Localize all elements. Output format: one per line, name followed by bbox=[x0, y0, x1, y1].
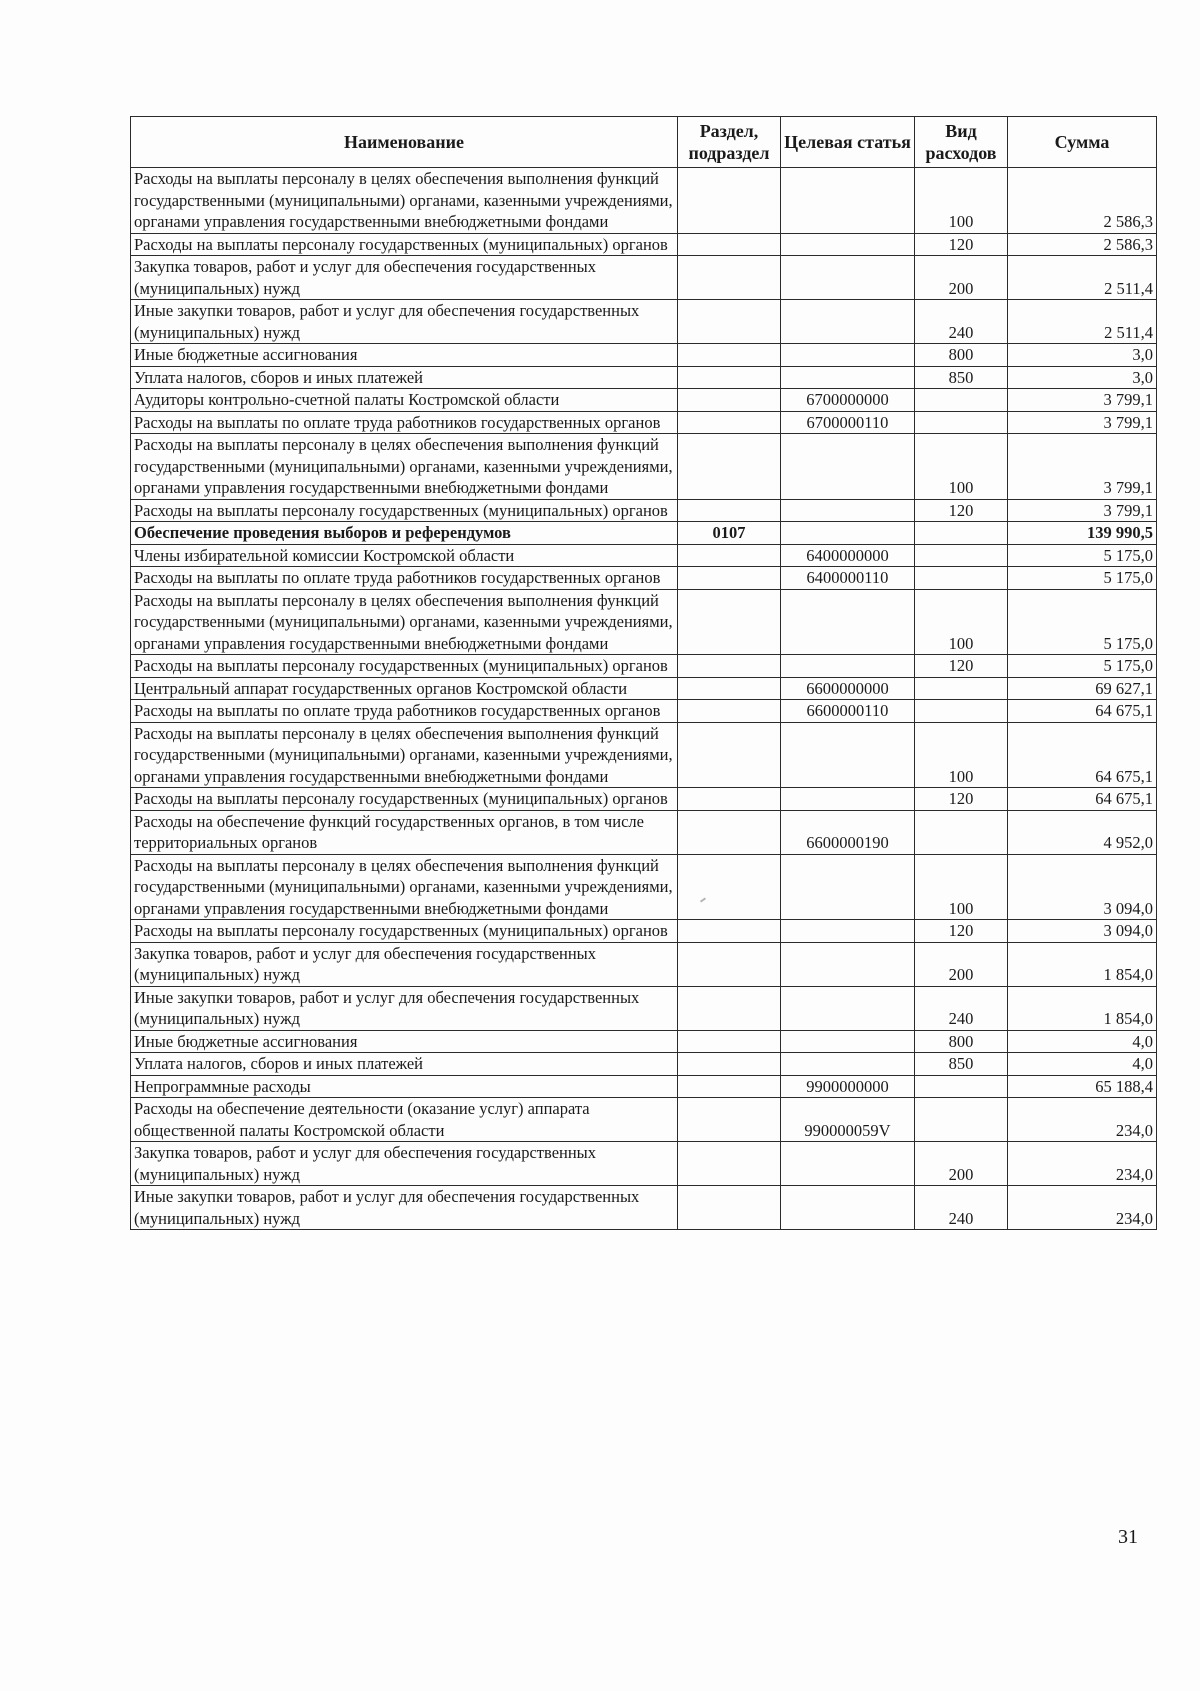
table-row bbox=[131, 389, 1157, 412]
table-row bbox=[131, 366, 1157, 389]
cell-section bbox=[678, 499, 781, 522]
cell-sum: 65 188,4 bbox=[1008, 1075, 1157, 1098]
cell-expense-type: 100 bbox=[915, 434, 1008, 500]
table-row bbox=[131, 499, 1157, 522]
cell-name: Уплата налогов, сборов и иных платежей bbox=[131, 366, 678, 389]
cell-section bbox=[678, 942, 781, 986]
cell-sum: 3 799,1 bbox=[1008, 389, 1157, 412]
cell-section bbox=[678, 677, 781, 700]
cell-expense-type: 240 bbox=[915, 1186, 1008, 1230]
cell-target bbox=[781, 344, 915, 367]
cell-expense-type: 800 bbox=[915, 1030, 1008, 1053]
table-row bbox=[131, 344, 1157, 367]
cell-name: Расходы на выплаты персоналу в целях обеспечения выполнения функций государственными (муниципальными) органами, казенными учреждениями, органами управления государственными внебюджетными фондами bbox=[131, 168, 678, 234]
cell-section bbox=[678, 256, 781, 300]
cell-name: Расходы на выплаты по оплате труда работников государственных органов bbox=[131, 411, 678, 434]
cell-section bbox=[678, 722, 781, 788]
cell-sum: 234,0 bbox=[1008, 1186, 1157, 1230]
page-number: 31 bbox=[1118, 1526, 1138, 1548]
cell-target bbox=[781, 920, 915, 943]
cell-expense-type bbox=[915, 567, 1008, 590]
cell-target bbox=[781, 1142, 915, 1186]
cell-target: 6600000190 bbox=[781, 810, 915, 854]
table-row bbox=[131, 1186, 1157, 1230]
cell-target: 990000059V bbox=[781, 1098, 915, 1142]
cell-sum: 3 799,1 bbox=[1008, 411, 1157, 434]
cell-name: Уплата налогов, сборов и иных платежей bbox=[131, 1053, 678, 1076]
cell-expense-type bbox=[915, 411, 1008, 434]
cell-name: Расходы на выплаты персоналу государственных (муниципальных) органов bbox=[131, 233, 678, 256]
cell-expense-type bbox=[915, 389, 1008, 412]
cell-target bbox=[781, 986, 915, 1030]
cell-sum: 5 175,0 bbox=[1008, 589, 1157, 655]
cell-target: 6600000000 bbox=[781, 677, 915, 700]
cell-expense-type: 120 bbox=[915, 499, 1008, 522]
cell-section bbox=[678, 986, 781, 1030]
cell-expense-type bbox=[915, 522, 1008, 545]
cell-target bbox=[781, 788, 915, 811]
cell-sum: 4,0 bbox=[1008, 1030, 1157, 1053]
cell-name: Иные закупки товаров, работ и услуг для обеспечения государственных (муниципальных) нужд bbox=[131, 1186, 678, 1230]
cell-expense-type bbox=[915, 1098, 1008, 1142]
table-row bbox=[131, 233, 1157, 256]
header-name: Наименование bbox=[131, 117, 678, 168]
cell-name: Центральный аппарат государственных органов Костромской области bbox=[131, 677, 678, 700]
table-row bbox=[131, 942, 1157, 986]
cell-name: Расходы на выплаты персоналу в целях обеспечения выполнения функций государственными (муниципальными) органами, казенными учреждениями, органами управления государственными внебюджетными фондами bbox=[131, 854, 678, 920]
cell-sum: 64 675,1 bbox=[1008, 700, 1157, 723]
table-row bbox=[131, 567, 1157, 590]
cell-section bbox=[678, 1142, 781, 1186]
cell-target: 6400000110 bbox=[781, 567, 915, 590]
budget-table bbox=[130, 116, 1157, 1230]
table-row bbox=[131, 1053, 1157, 1076]
cell-name: Аудиторы контрольно-счетной палаты Костромской области bbox=[131, 389, 678, 412]
cell-sum: 2 586,3 bbox=[1008, 168, 1157, 234]
cell-section bbox=[678, 233, 781, 256]
cell-expense-type: 800 bbox=[915, 344, 1008, 367]
cell-expense-type bbox=[915, 544, 1008, 567]
cell-sum: 4,0 bbox=[1008, 1053, 1157, 1076]
cell-section bbox=[678, 1030, 781, 1053]
cell-section bbox=[678, 1053, 781, 1076]
cell-sum: 1 854,0 bbox=[1008, 942, 1157, 986]
cell-target bbox=[781, 854, 915, 920]
cell-expense-type: 240 bbox=[915, 300, 1008, 344]
cell-name: Закупка товаров, работ и услуг для обеспечения государственных (муниципальных) нужд bbox=[131, 1142, 678, 1186]
cell-section bbox=[678, 366, 781, 389]
cell-expense-type bbox=[915, 677, 1008, 700]
cell-expense-type: 100 bbox=[915, 854, 1008, 920]
cell-target: 6700000000 bbox=[781, 389, 915, 412]
cell-target bbox=[781, 233, 915, 256]
cell-expense-type: 240 bbox=[915, 986, 1008, 1030]
cell-name: Расходы на обеспечение деятельности (оказание услуг) аппарата общественной палаты Костромской области bbox=[131, 1098, 678, 1142]
cell-name: Закупка товаров, работ и услуг для обеспечения государственных (муниципальных) нужд bbox=[131, 256, 678, 300]
table-row bbox=[131, 810, 1157, 854]
cell-sum: 5 175,0 bbox=[1008, 655, 1157, 678]
cell-sum: 5 175,0 bbox=[1008, 544, 1157, 567]
cell-expense-type: 120 bbox=[915, 920, 1008, 943]
cell-target bbox=[781, 942, 915, 986]
cell-name: Обеспечение проведения выборов и референдумов bbox=[131, 522, 678, 545]
cell-target: 9900000000 bbox=[781, 1075, 915, 1098]
cell-expense-type: 100 bbox=[915, 168, 1008, 234]
cell-sum: 234,0 bbox=[1008, 1098, 1157, 1142]
header-section: Раздел, подраздел bbox=[678, 117, 781, 168]
table-row bbox=[131, 544, 1157, 567]
cell-sum: 69 627,1 bbox=[1008, 677, 1157, 700]
cell-sum: 234,0 bbox=[1008, 1142, 1157, 1186]
cell-name: Иные закупки товаров, работ и услуг для обеспечения государственных (муниципальных) нужд bbox=[131, 986, 678, 1030]
cell-target: 6600000110 bbox=[781, 700, 915, 723]
table-row bbox=[131, 1142, 1157, 1186]
cell-section bbox=[678, 920, 781, 943]
cell-section bbox=[678, 854, 781, 920]
cell-target bbox=[781, 168, 915, 234]
cell-name: Расходы на выплаты персоналу в целях обеспечения выполнения функций государственными (муниципальными) органами, казенными учреждениями, органами управления государственными внебюджетными фондами bbox=[131, 722, 678, 788]
cell-section bbox=[678, 300, 781, 344]
cell-target bbox=[781, 366, 915, 389]
cell-sum: 1 854,0 bbox=[1008, 986, 1157, 1030]
cell-expense-type bbox=[915, 1075, 1008, 1098]
cell-target bbox=[781, 1053, 915, 1076]
cell-target bbox=[781, 434, 915, 500]
cell-expense-type: 850 bbox=[915, 1053, 1008, 1076]
cell-expense-type: 200 bbox=[915, 942, 1008, 986]
cell-section bbox=[678, 411, 781, 434]
cell-name: Расходы на выплаты персоналу в целях обеспечения выполнения функций государственными (муниципальными) органами, казенными учреждениями, органами управления государственными внебюджетными фондами bbox=[131, 589, 678, 655]
table-row bbox=[131, 655, 1157, 678]
table-row bbox=[131, 722, 1157, 788]
cell-name: Расходы на выплаты персоналу государственных (муниципальных) органов bbox=[131, 788, 678, 811]
table-row bbox=[131, 677, 1157, 700]
cell-name: Расходы на обеспечение функций государственных органов, в том числе территориальных органов bbox=[131, 810, 678, 854]
cell-name: Иные бюджетные ассигнования bbox=[131, 344, 678, 367]
table-header-row bbox=[131, 117, 1157, 168]
cell-name: Расходы на выплаты по оплате труда работников государственных органов bbox=[131, 700, 678, 723]
cell-sum: 64 675,1 bbox=[1008, 788, 1157, 811]
cell-target bbox=[781, 499, 915, 522]
cell-name: Расходы на выплаты персоналу государственных (муниципальных) органов bbox=[131, 920, 678, 943]
cell-expense-type: 120 bbox=[915, 788, 1008, 811]
table-row bbox=[131, 411, 1157, 434]
cell-expense-type: 100 bbox=[915, 589, 1008, 655]
cell-name: Расходы на выплаты персоналу в целях обеспечения выполнения функций государственными (муниципальными) органами, казенными учреждениями, органами управления государственными внебюджетными фондами bbox=[131, 434, 678, 500]
cell-target bbox=[781, 300, 915, 344]
cell-expense-type: 120 bbox=[915, 233, 1008, 256]
cell-sum: 3,0 bbox=[1008, 344, 1157, 367]
cell-name: Члены избирательной комиссии Костромской области bbox=[131, 544, 678, 567]
header-type: Вид расходов bbox=[915, 117, 1008, 168]
cell-expense-type bbox=[915, 810, 1008, 854]
table-row bbox=[131, 700, 1157, 723]
cell-sum: 3 094,0 bbox=[1008, 854, 1157, 920]
cell-sum: 5 175,0 bbox=[1008, 567, 1157, 590]
cell-expense-type bbox=[915, 700, 1008, 723]
cell-expense-type: 120 bbox=[915, 655, 1008, 678]
cell-target bbox=[781, 589, 915, 655]
table-row bbox=[131, 589, 1157, 655]
cell-expense-type: 200 bbox=[915, 1142, 1008, 1186]
cell-expense-type: 200 bbox=[915, 256, 1008, 300]
cell-sum: 3 094,0 bbox=[1008, 920, 1157, 943]
cell-section bbox=[678, 788, 781, 811]
cell-name: Иные закупки товаров, работ и услуг для обеспечения государственных (муниципальных) нужд bbox=[131, 300, 678, 344]
table-row bbox=[131, 788, 1157, 811]
cell-section bbox=[678, 434, 781, 500]
table-row bbox=[131, 854, 1157, 920]
cell-sum: 2 586,3 bbox=[1008, 233, 1157, 256]
cell-section: 0107 bbox=[678, 522, 781, 545]
cell-section bbox=[678, 168, 781, 234]
cell-section bbox=[678, 589, 781, 655]
cell-section bbox=[678, 1186, 781, 1230]
cell-sum: 3,0 bbox=[1008, 366, 1157, 389]
cell-section bbox=[678, 700, 781, 723]
cell-target bbox=[781, 1186, 915, 1230]
cell-name: Расходы на выплаты персоналу государственных (муниципальных) органов bbox=[131, 655, 678, 678]
cell-name: Расходы на выплаты по оплате труда работников государственных органов bbox=[131, 567, 678, 590]
table-row bbox=[131, 986, 1157, 1030]
table-row bbox=[131, 1098, 1157, 1142]
cell-sum: 139 990,5 bbox=[1008, 522, 1157, 545]
table-row bbox=[131, 1075, 1157, 1098]
cell-section bbox=[678, 389, 781, 412]
cell-name: Расходы на выплаты персоналу государственных (муниципальных) органов bbox=[131, 499, 678, 522]
table-row bbox=[131, 522, 1157, 545]
cell-section bbox=[678, 567, 781, 590]
table-row bbox=[131, 168, 1157, 234]
cell-target bbox=[781, 256, 915, 300]
cell-section bbox=[678, 655, 781, 678]
table-body bbox=[131, 168, 1157, 1230]
cell-sum: 3 799,1 bbox=[1008, 499, 1157, 522]
cell-target: 6700000110 bbox=[781, 411, 915, 434]
cell-sum: 64 675,1 bbox=[1008, 722, 1157, 788]
cell-target bbox=[781, 722, 915, 788]
cell-section bbox=[678, 1098, 781, 1142]
header-sum: Сумма bbox=[1008, 117, 1157, 168]
cell-target bbox=[781, 655, 915, 678]
cell-section bbox=[678, 1075, 781, 1098]
cell-section bbox=[678, 344, 781, 367]
cell-sum: 2 511,4 bbox=[1008, 256, 1157, 300]
table-row bbox=[131, 920, 1157, 943]
cell-name: Иные бюджетные ассигнования bbox=[131, 1030, 678, 1053]
cell-sum: 2 511,4 bbox=[1008, 300, 1157, 344]
cell-sum: 3 799,1 bbox=[1008, 434, 1157, 500]
table-row bbox=[131, 434, 1157, 500]
cell-name: Закупка товаров, работ и услуг для обеспечения государственных (муниципальных) нужд bbox=[131, 942, 678, 986]
cell-expense-type: 850 bbox=[915, 366, 1008, 389]
table-row bbox=[131, 1030, 1157, 1053]
cell-name: Непрограммные расходы bbox=[131, 1075, 678, 1098]
cell-target: 6400000000 bbox=[781, 544, 915, 567]
cell-target bbox=[781, 1030, 915, 1053]
cell-sum: 4 952,0 bbox=[1008, 810, 1157, 854]
cell-target bbox=[781, 522, 915, 545]
table-row bbox=[131, 256, 1157, 300]
cell-expense-type: 100 bbox=[915, 722, 1008, 788]
header-target: Целевая статья bbox=[781, 117, 915, 168]
cell-section bbox=[678, 544, 781, 567]
cell-section bbox=[678, 810, 781, 854]
table-row bbox=[131, 300, 1157, 344]
